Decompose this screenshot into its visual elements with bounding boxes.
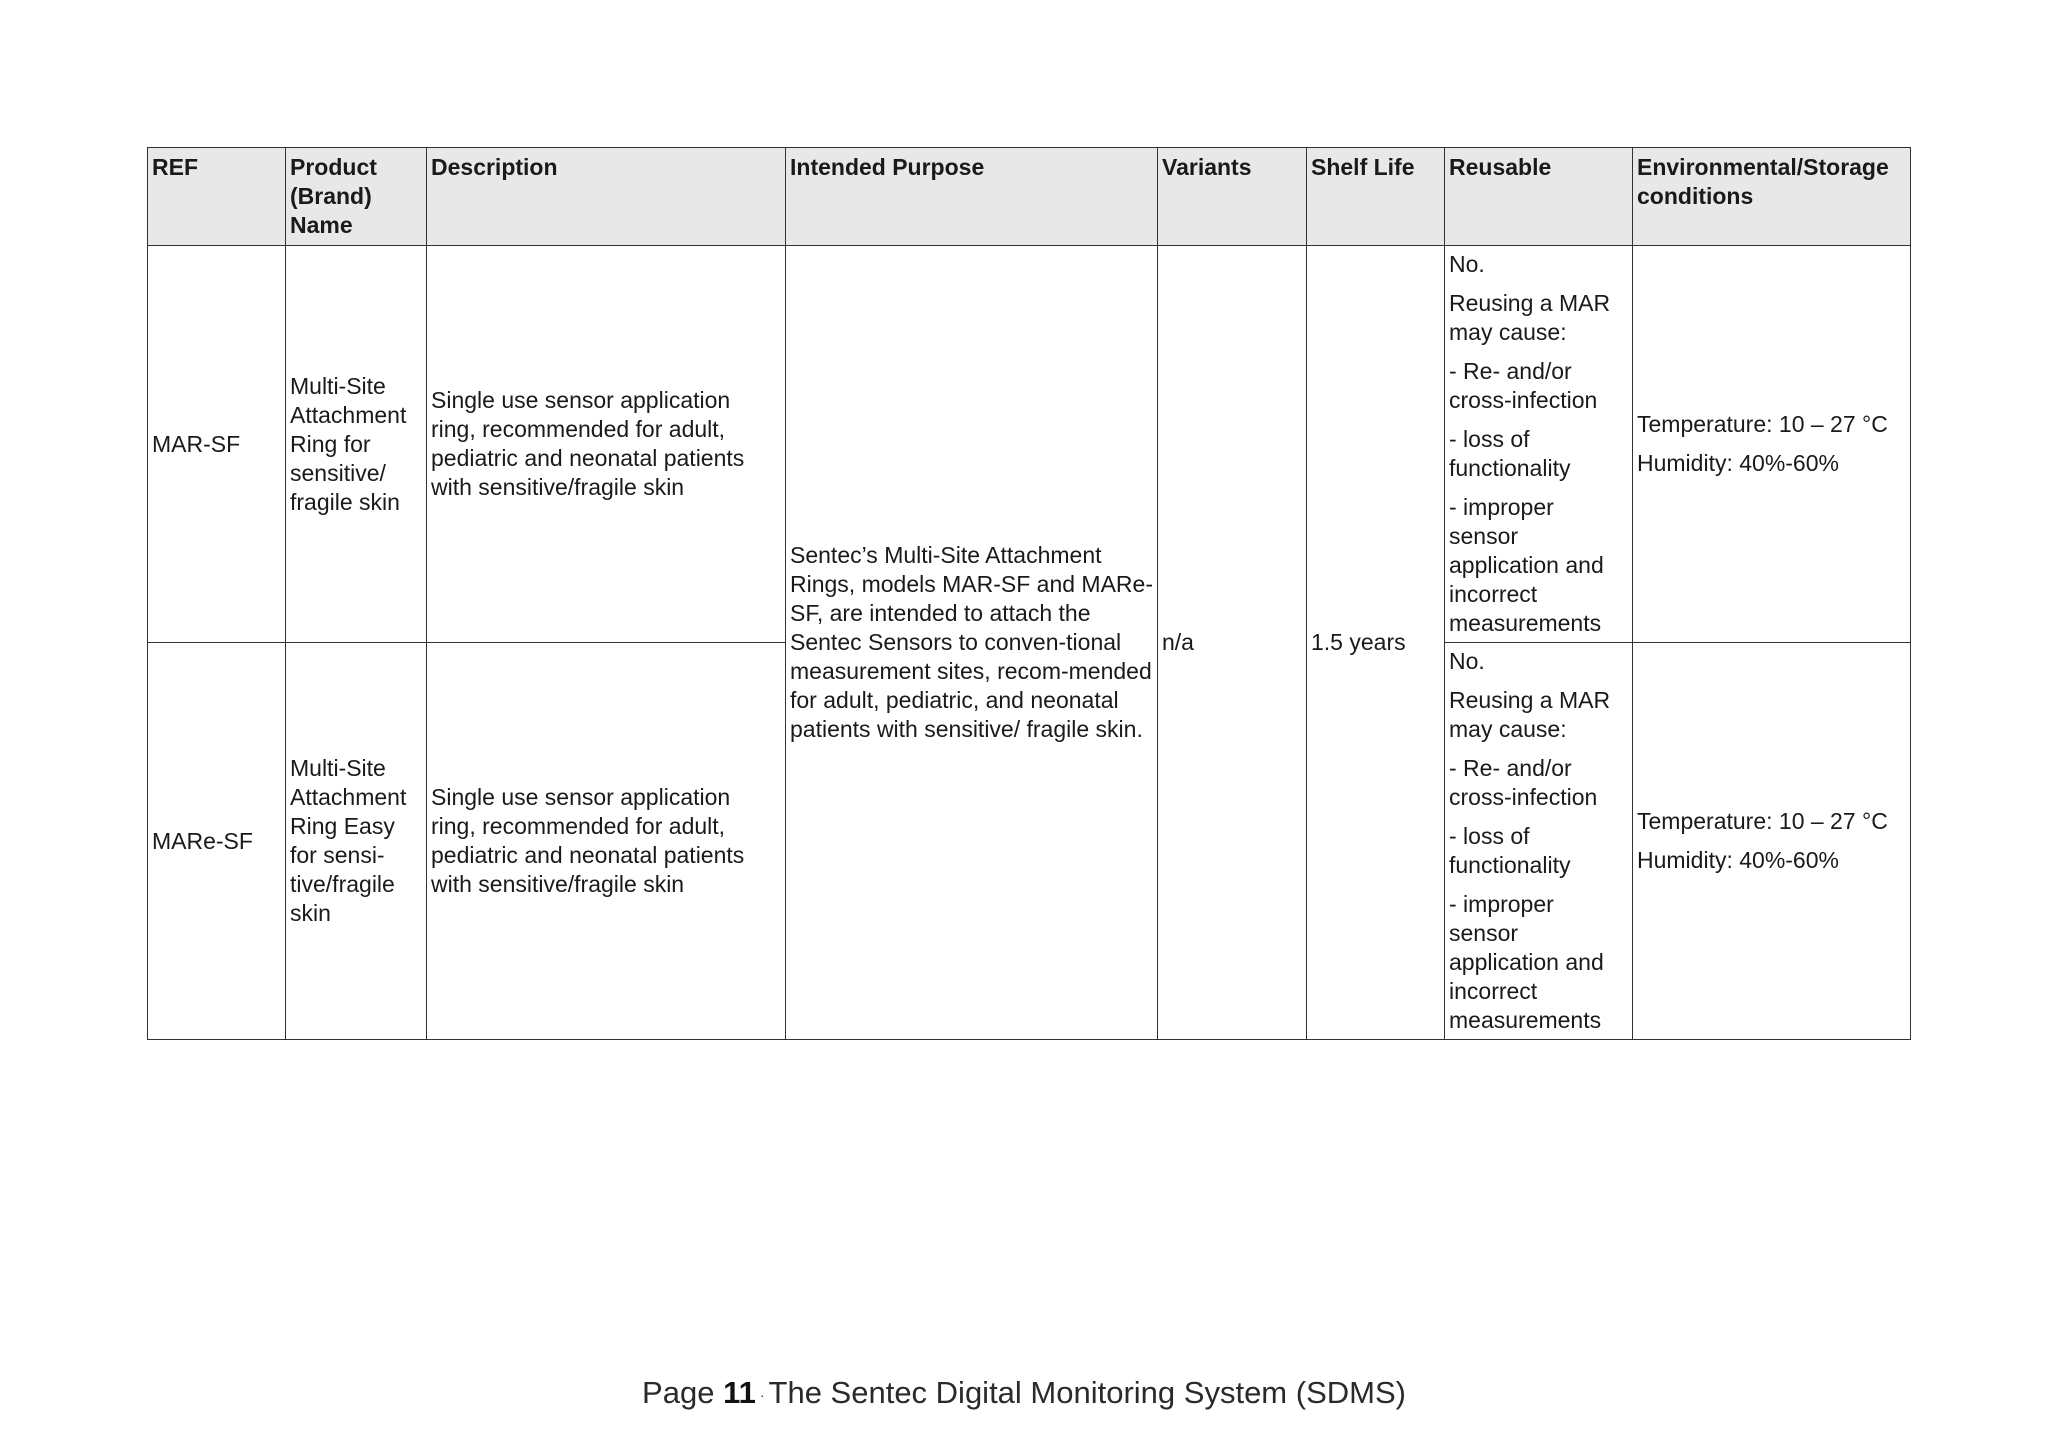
reusable-line: - improper sensor application and incorrect measurements: [1449, 891, 1604, 1033]
footer-doc-title: The Sentec Digital Monitoring System (SDMS): [768, 1375, 1406, 1410]
reusable-line: No.: [1449, 648, 1485, 674]
page-footer: [0, 1375, 2048, 1411]
cell-product: Multi-Site Attachment Ring Easy for sensi-tive/fragile skin: [286, 643, 427, 1040]
cell-ref: MARe-SF: [148, 643, 286, 1040]
header-intended-purpose: Intended Purpose: [786, 148, 1158, 246]
header-ref: REF: [148, 148, 286, 246]
table-header-row: [148, 148, 1911, 246]
reusable-line: Reusing a MAR may cause:: [1449, 290, 1611, 345]
reusable-line: No.: [1449, 251, 1485, 277]
header-reusable: Reusable: [1445, 148, 1633, 246]
reusable-line: - improper sensor application and incorrect measurements: [1449, 494, 1604, 636]
reusable-line: - Re- and/or cross-infection: [1449, 358, 1598, 413]
cell-intended-purpose: Sentec’s Multi-Site Attachment Rings, models MAR-SF and MARe-SF, are intended to attach the Sentec Sensors to conven-tional measurement sites, recom-mended for adult, pediatric, and neonatal patients with sensitive/ fragile skin.: [786, 246, 1158, 1040]
cell-variants: n/a: [1158, 246, 1307, 1040]
footer-page-number: 11: [723, 1375, 756, 1410]
header-description: Description: [427, 148, 786, 246]
header-environmental: Environmental/Storage conditions: [1633, 148, 1911, 246]
env-humidity: Humidity: 40%-60%: [1637, 847, 1839, 873]
reusable-line: - loss of functionality: [1449, 823, 1571, 878]
product-table: [147, 147, 1911, 1040]
cell-description: Single use sensor application ring, recommended for adult, pediatric and neonatal patients with sensitive/fragile skin: [427, 643, 786, 1040]
cell-product: Multi-Site Attachment Ring for sensitive/ fragile skin: [286, 246, 427, 643]
footer-page-label: Page: [642, 1375, 715, 1410]
header-variants: Variants: [1158, 148, 1307, 246]
reusable-line: Reusing a MAR may cause:: [1449, 687, 1611, 742]
cell-environmental: [1633, 643, 1911, 1040]
env-humidity: Humidity: 40%-60%: [1637, 450, 1839, 476]
table-row: [148, 246, 1911, 643]
cell-ref: MAR-SF: [148, 246, 286, 643]
reusable-line: - loss of functionality: [1449, 426, 1571, 481]
cell-environmental: [1633, 246, 1911, 643]
footer-separator: ·: [759, 1386, 765, 1403]
env-temperature: Temperature: 10 – 27 °C: [1637, 411, 1888, 437]
cell-description: Single use sensor application ring, recommended for adult, pediatric and neonatal patients with sensitive/fragile skin: [427, 246, 786, 643]
env-temperature: Temperature: 10 – 27 °C: [1637, 808, 1888, 834]
header-product: Product (Brand) Name: [286, 148, 427, 246]
header-shelf-life: Shelf Life: [1307, 148, 1445, 246]
cell-reusable: [1445, 246, 1633, 643]
cell-reusable: [1445, 643, 1633, 1040]
reusable-line: - Re- and/or cross-infection: [1449, 755, 1598, 810]
cell-shelf-life: 1.5 years: [1307, 246, 1445, 1040]
